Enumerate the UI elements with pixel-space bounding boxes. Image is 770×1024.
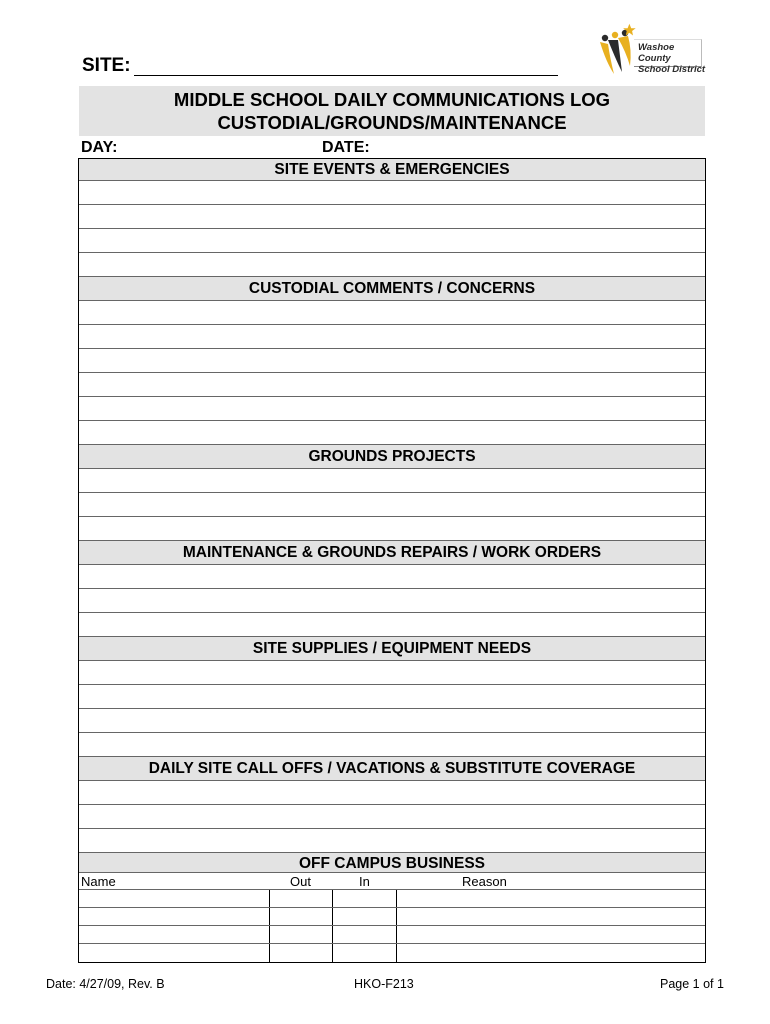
entry-row[interactable] bbox=[79, 661, 705, 685]
entry-row[interactable] bbox=[79, 829, 705, 853]
off-campus-column-headers bbox=[79, 873, 705, 890]
entry-row[interactable] bbox=[79, 325, 705, 349]
entry-row[interactable] bbox=[79, 349, 705, 373]
entry-row[interactable] bbox=[79, 229, 705, 253]
off-campus-row[interactable] bbox=[79, 890, 705, 908]
footer-page-number: Page 1 of 1 bbox=[660, 977, 724, 991]
col-name-label: Name bbox=[81, 874, 116, 889]
col-reason-label: Reason bbox=[462, 874, 507, 889]
site-input-line[interactable] bbox=[134, 75, 558, 76]
off-campus-row[interactable] bbox=[79, 908, 705, 926]
date-label: DATE: bbox=[322, 139, 370, 156]
page-subtitle: CUSTODIAL/GROUNDS/MAINTENANCE bbox=[217, 112, 567, 133]
section-grounds: GROUNDS PROJECTS bbox=[79, 445, 705, 469]
entry-row[interactable] bbox=[79, 685, 705, 709]
col-in-label: In bbox=[359, 874, 370, 889]
entry-row[interactable] bbox=[79, 709, 705, 733]
section-supplies: SITE SUPPLIES / EQUIPMENT NEEDS bbox=[79, 637, 705, 661]
entry-row[interactable] bbox=[79, 205, 705, 229]
section-custodial: CUSTODIAL COMMENTS / CONCERNS bbox=[79, 277, 705, 301]
entry-row[interactable] bbox=[79, 253, 705, 277]
entry-row[interactable] bbox=[79, 781, 705, 805]
section-off-campus: OFF CAMPUS BUSINESS bbox=[79, 853, 705, 873]
title-band bbox=[79, 86, 705, 136]
page-title: MIDDLE SCHOOL DAILY COMMUNICATIONS LOG bbox=[173, 89, 611, 110]
district-logo bbox=[596, 22, 706, 78]
section-call-offs: DAILY SITE CALL OFFS / VACATIONS & SUBSTITUTE COVERAGE bbox=[79, 757, 705, 781]
entry-row[interactable] bbox=[79, 421, 705, 445]
log-form bbox=[78, 158, 706, 963]
entry-row[interactable] bbox=[79, 469, 705, 493]
entry-row[interactable] bbox=[79, 301, 705, 325]
site-label: SITE: bbox=[82, 55, 131, 76]
district-logo-text: Washoe County School District bbox=[638, 42, 706, 75]
entry-row[interactable] bbox=[79, 589, 705, 613]
entry-row[interactable] bbox=[79, 517, 705, 541]
entry-row[interactable] bbox=[79, 805, 705, 829]
entry-row[interactable] bbox=[79, 373, 705, 397]
off-campus-row[interactable] bbox=[79, 926, 705, 944]
section-maintenance: MAINTENANCE & GROUNDS REPAIRS / WORK ORDERS bbox=[79, 541, 705, 565]
col-out-label: Out bbox=[290, 874, 311, 889]
off-campus-row[interactable] bbox=[79, 944, 705, 962]
entry-row[interactable] bbox=[79, 397, 705, 421]
entry-row[interactable] bbox=[79, 565, 705, 589]
entry-row[interactable] bbox=[79, 181, 705, 205]
entry-row[interactable] bbox=[79, 613, 705, 637]
day-label: DAY: bbox=[81, 139, 118, 156]
site-field bbox=[82, 52, 560, 80]
footer-date-revision: Date: 4/27/09, Rev. B bbox=[46, 977, 165, 991]
entry-row[interactable] bbox=[79, 733, 705, 757]
entry-row[interactable] bbox=[79, 493, 705, 517]
footer-form-id: HKO-F213 bbox=[354, 977, 414, 991]
section-site-events: SITE EVENTS & EMERGENCIES bbox=[79, 159, 705, 181]
